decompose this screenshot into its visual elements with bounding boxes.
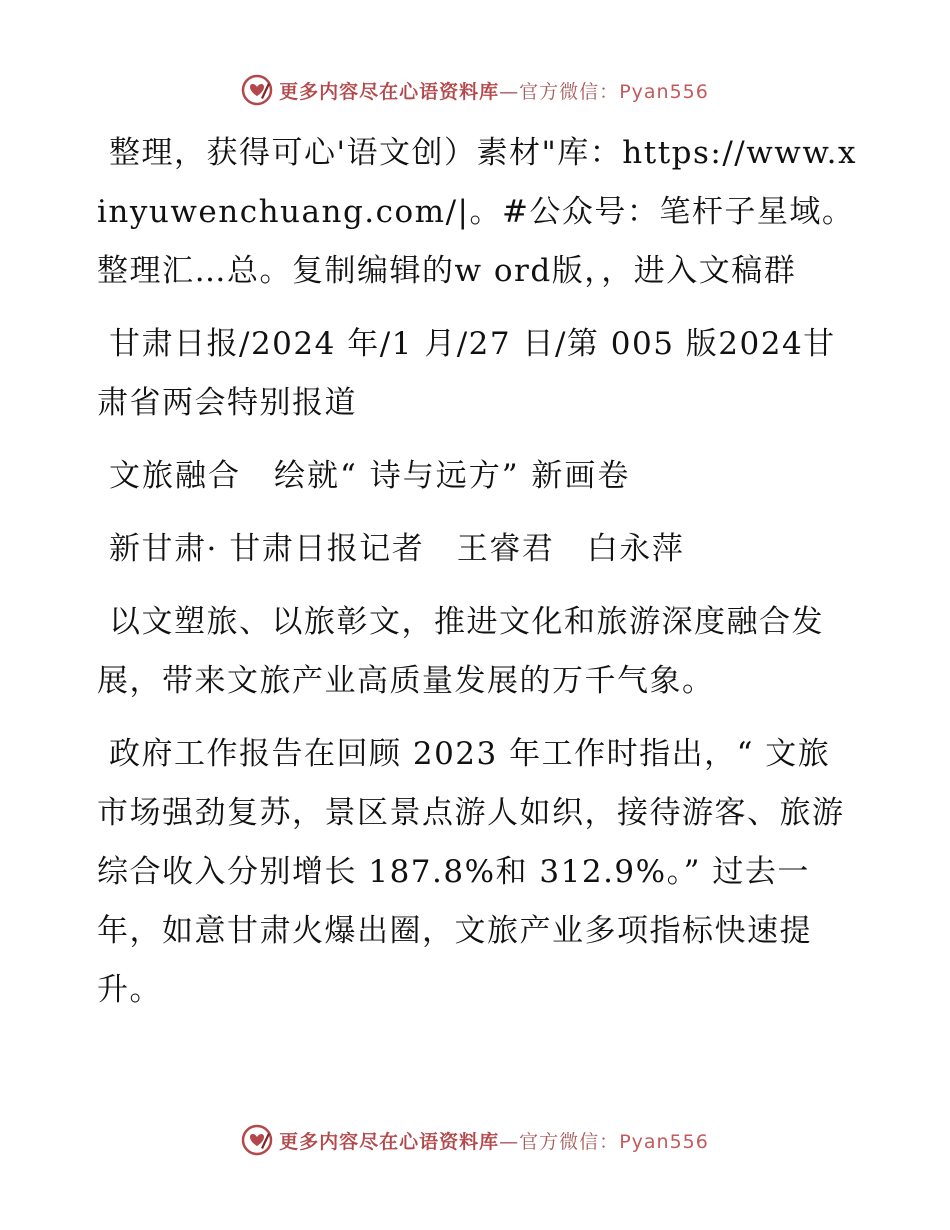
- header-watermark-text: [279, 77, 709, 104]
- article-byline: 新甘肃· 甘肃日报记者 王睿君 白永萍: [109, 531, 685, 567]
- heart-pen-logo-icon: [241, 74, 273, 106]
- header-watermark-banner: [0, 72, 950, 108]
- footer-watermark-wechat: Pyan556: [619, 1130, 709, 1153]
- footer-watermark-banner: [0, 1122, 950, 1158]
- footer-watermark-main: 更多内容尽在心语资料库: [279, 1130, 500, 1153]
- footer-watermark-text: [279, 1127, 709, 1154]
- header-watermark-main: 更多内容尽在心语资料库: [279, 80, 500, 103]
- header-watermark-official: —官方微信：: [499, 80, 620, 103]
- paragraph-publication-info: 甘肃日报/2024 年/1 月/27 日/第 005 版2024甘肃省两会特别报道: [97, 326, 836, 421]
- article-headline: 文旅融合 绘就“ 诗与远方” 新画卷: [109, 458, 631, 494]
- paragraph-body-1: 政府工作报告在回顾 2023 年工作时指出，“ 文旅市场强劲复苏，景区景点游人如织，接待游客、旅游综合收入分别增长 187.8%和 312.9%。” 过去一年，如意甘肃火爆出圈，文旅产业多项指标快速提升。: [97, 736, 845, 1008]
- header-watermark-wechat: Pyan556: [619, 80, 709, 103]
- document-body: [97, 124, 857, 1034]
- footer-watermark-official: —官方微信：: [499, 1130, 620, 1153]
- paragraph-source-note: 整理，获得可心'语文创）素材"库：https://www.xinyuwenchuang.com/|。#公众号：笔杆子星域。整理汇…总。复制编辑的w ord版，，进入文稿群: [97, 135, 858, 289]
- paragraph-lead: 以文塑旅、以旅彰文，推进文化和旅游深度融合发展，带来文旅产业高质量发展的万千气象。: [97, 604, 824, 699]
- heart-pen-logo-icon: [241, 1124, 273, 1156]
